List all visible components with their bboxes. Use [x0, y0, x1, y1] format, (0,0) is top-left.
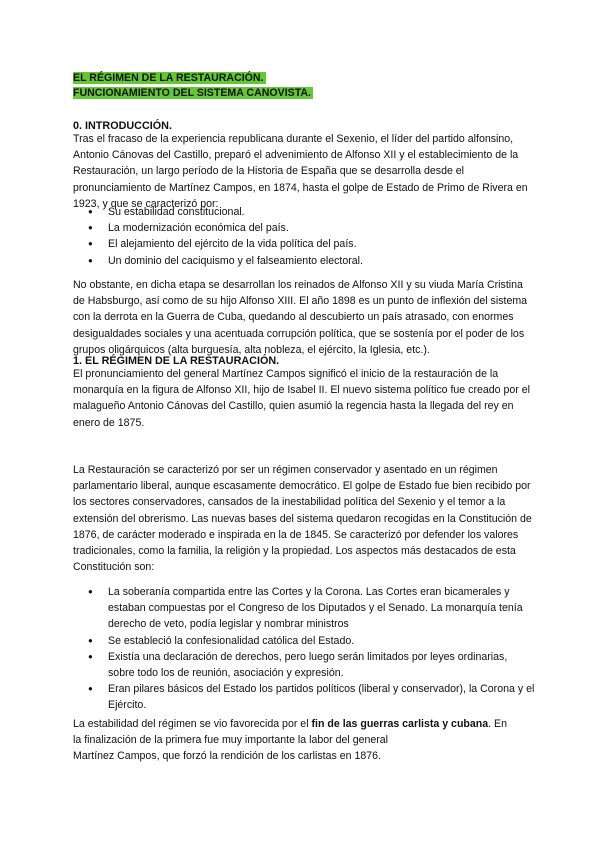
title-line-2-text: FUNCIONAMIENTO DEL SISTEMA CANOVISTA.: [73, 87, 311, 99]
section-1-heading: 1. EL RÉGIMEN DE LA RESTAURACIÓN.: [73, 355, 280, 367]
section-1-paragraph-2: La Restauración se caracterizó por ser un régimen conservador y asentado en un régimen parlamentario liberal, aunque escasamente democrático. El golpe de Estado fue bien recibido por los sectores conservadores, cansados de la inestabilidad política del Sexenio y el temor a la extensión del obrerismo. Las nuevas bases del sistema quedaron recogidas en la Constitución de 1876, de carácter moderado e inspirada en la de 1845. Se caracterizó por defender los valores tradicionales, como la familia, la religión y la propiedad. Los aspectos más destacados de esta Constitución son:: [73, 464, 532, 574]
final-text-end: . En: [488, 718, 507, 730]
section-0-paragraph-2: No obstante, en dicha etapa se desarrollan los reinados de Alfonso XII y su viuda María Cristina de Habsburgo, así como de su hijo Alfonso XIII. El año 1898 es un punto de inflexión del sistema con la derrota en la Guerra de Cuba, quedando al descubierto un país atrasado, con enormes desigualdades sociales y una acentuada corrupción política, que se sostenía por el poder de los grupos oligárquicos (alta burguesía, alta nobleza, el ejército, la Iglesia, etc.).: [73, 279, 528, 356]
title-line-1-text: EL RÉGIMEN DE LA RESTAURACIÓN.: [73, 72, 264, 84]
title-line-2: [73, 86, 313, 101]
list-item: ● La modernización económica del país.: [73, 220, 535, 236]
intro-bullet-list: [73, 204, 535, 269]
final-text-bold: fin de las guerras carlista y cubana: [311, 718, 489, 730]
constitution-bullet-list: [73, 584, 535, 714]
final-paragraph-line-1: [73, 716, 535, 732]
list-item: ● Un dominio del caciquismo y el falseamiento electoral.: [73, 253, 535, 269]
list-item: ● Se estableció la confesionalidad católica del Estado.: [73, 633, 535, 649]
list-item: ● Existía una declaración de derechos, pero luego serán limitados por leyes ordinarias, sobre todo los de reunión, asociación y expresión.: [73, 649, 535, 681]
list-item: ● Eran pilares básicos del Estado los partidos políticos (liberal y conservador), la Corona y el Ejército.: [73, 681, 535, 713]
section-1-paragraph-1: El pronunciamiento del general Martínez Campos significó el inicio de la restauración de la monarquía en la figura de Alfonso XII, hijo de Isabel II. El nuevo sistema político fue creado por el malagueño Antonio Cánovas del Castillo, quien asumió la regencia hasta la llegada del rey en enero de 1875.: [73, 368, 530, 429]
list-item: ● La soberanía compartida entre las Cortes y la Corona. Las Cortes eran bicamerales y estaban compuestas por el Congreso de los Diputados y el Senado. La monarquía tenía derecho de veto, podía legislar y nombrar ministros: [73, 584, 535, 633]
final-paragraph-line-2: la finalización de la primera fue muy importante la labor del general: [73, 734, 389, 747]
title-line-1: [73, 71, 266, 86]
section-0-heading: 0. INTRODUCCIÓN.: [73, 120, 172, 132]
intro-paragraph: Tras el fracaso de la experiencia republicana durante el Sexenio, el líder del partido alfonsino, Antonio Cánovas del Castillo, preparó el advenimiento de Alfonso XII y el establecimiento de la Restauración, un largo período de la Historia de España que se desarrolla desde el pronunciamiento de Martínez Campos, en 1874, hasta el golpe de Estado de Primo de Rivera en 1923, y que se caracterizó por:: [73, 133, 528, 210]
final-paragraph: [73, 716, 535, 765]
final-text-start: La estabilidad del régimen se vio favorecida por el: [73, 718, 312, 730]
final-paragraph-line-3: Martínez Campos, que forzó la rendición de los carlistas en 1876.: [73, 750, 381, 763]
list-item: ● El alejamiento del ejército de la vida política del país.: [73, 236, 535, 252]
list-item: ● Su estabilidad constitucional.: [73, 204, 535, 220]
